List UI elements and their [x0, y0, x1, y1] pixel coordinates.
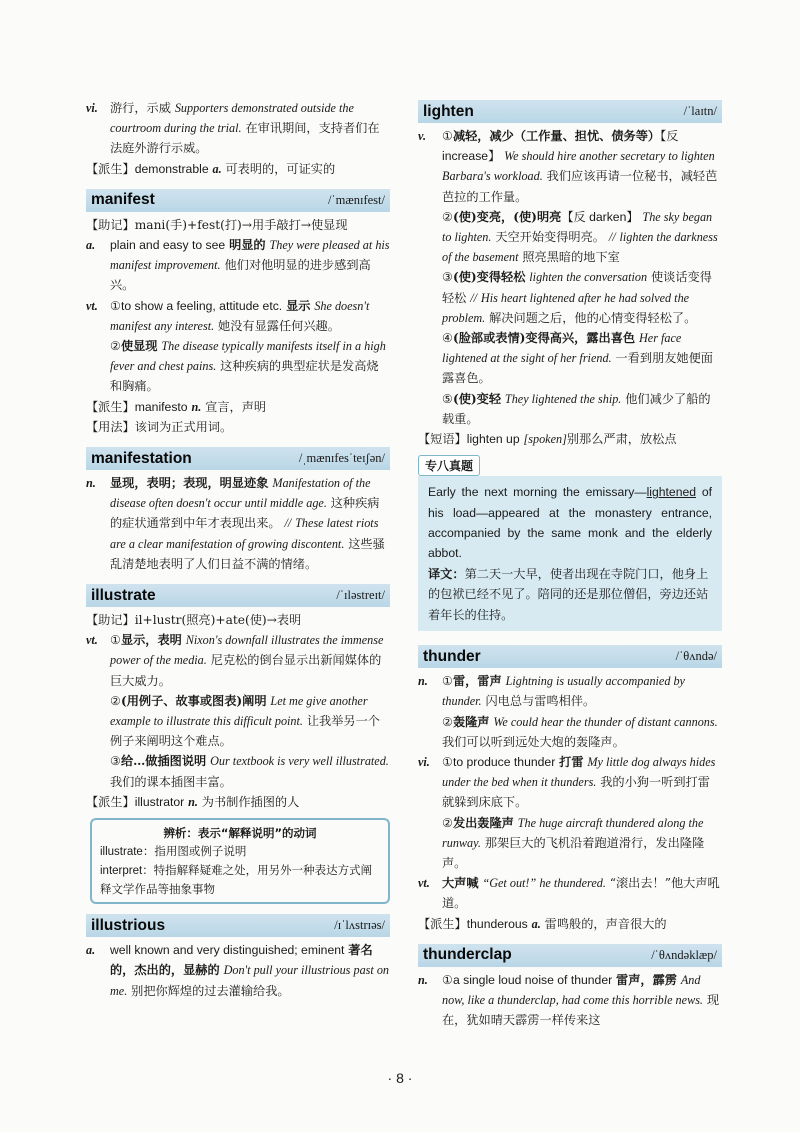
headword: manifestation	[91, 449, 192, 467]
headword-bar	[86, 584, 390, 607]
comparison-title: 辨析：表示“解释说明”的动词	[163, 826, 317, 841]
entry-sense: ③给…做插图说明 Our textbook is very well illustrated. 我们的课本插图丰富。	[110, 754, 389, 789]
derivative-line: 【派生】illustrator n. 为书制作插图的人	[86, 794, 300, 809]
headword-bar	[86, 447, 390, 470]
derivative-line: 【派生】manifesto n. 宣言，声明	[86, 399, 267, 414]
entry-sense: n. 显现，表明；表现，明显迹象 Manifestation of the disease often doesn't occur until middle age. 这种疾病的症状通常到中年才表现出来。 // These latest riots are a clear manifestation of growing discontent. 这些骚乱清楚地表明了人们日益不满的情绪。	[86, 476, 385, 571]
comparison-box	[90, 818, 390, 904]
entry-sense: vt. ①to show a feeling, attitude etc. 显示 She doesn't manifest any interest. 她没有显露任何兴趣。	[86, 298, 370, 333]
pronunciation: /ˈmænɪfest/	[328, 192, 385, 207]
comparison-line: interpret：特指解释疑难之处，用另外一种表达方式阐释文学作品等抽象事物	[100, 863, 373, 897]
chinese-definition: 游行，示威	[110, 101, 171, 115]
entry-sense: ④(脸部或表情)变得高兴，露出喜色 Her face lightened at the sight of her friend. 一看到朋友她便面露喜色。	[442, 331, 713, 386]
headword: thunderclap	[423, 946, 512, 964]
entry-sense: ②(使)变亮，(使)明亮【反 darken】 The sky began to lighten. 天空开始变得明亮。 // lighten the darkness of the basement 照亮黑暗的地下室	[442, 209, 718, 265]
pronunciation: /ˈθʌndəklæp/	[651, 947, 717, 962]
headword-bar	[418, 100, 722, 123]
entry-sense	[86, 98, 390, 159]
pronunciation: /ˈlaɪtn/	[683, 104, 717, 118]
headword-bar	[418, 944, 722, 967]
page-number: · 8 ·	[387, 1070, 413, 1086]
right-column	[418, 90, 722, 1030]
pronunciation: /ɪˈlʌstrɪəs/	[334, 918, 385, 933]
example-translation: 在审讯期间，支持者们在法庭外游行示威。	[110, 121, 380, 156]
headword: thunder	[423, 647, 481, 665]
entry-sense: n. ①a single loud noise of thunder 雷声，霹雳 And now, like a thunderclap, had come this horrible news. 现在，犹如晴天霹雳一样传来这	[418, 972, 720, 1028]
entry-sense: a. plain and easy to see 明显的 They were pleased at his manifest improvement. 他们对他明显的进步感到高兴。	[86, 238, 390, 293]
exam-label: 专八真题	[418, 455, 480, 476]
headword: manifest	[91, 191, 155, 209]
entry-sense: v. ①减轻，减少（工作量、担忧、债务等）【反 increase】 We should hire another secretary to lighten Barbara's workload. 我们应该再请一位秘书，减轻芭芭拉的工作量。	[418, 129, 718, 204]
exam-passage: Early the next morning the emissary—lightened of his load—appeared at the monastery entrance, accompanied by the same monk and the elderly abbot.	[428, 485, 712, 561]
mnemonic-line: 【助记】mani(手)+fest(打)→用手敲打→使显现	[86, 217, 348, 232]
headword-bar	[86, 914, 390, 937]
entry-sense: n. ①雷，雷声 Lightning is usually accompanied by thunder. 闪电总与雷鸣相伴。	[418, 674, 685, 709]
entry-sense: vt. 大声喊 “Get out!” he thundered. “滚出去！”他大声吼道。	[418, 876, 720, 911]
entry-sense: ②(用例子、故事或图表)阐明 Let me give another example to illustrate this difficult point. 让我举另一个例子来阐明这个难点。	[110, 693, 380, 749]
exam-translation: 译文：第二天一大早，使者出现在寺院门口，他身上的包袱已经不见了。陪同的还是那位僧侣，旁边还站着年长的住持。	[428, 566, 709, 622]
headword-bar	[418, 645, 722, 668]
entry-sense: ②轰隆声 We could hear the thunder of distant cannons. 我们可以听到远处大炮的轰隆声。	[442, 714, 718, 749]
derivative-line: 【派生】thunderous a. 雷鸣般的，声音很大的	[418, 916, 667, 931]
headword: illustrious	[91, 916, 166, 934]
part-of-speech: vi.	[86, 101, 98, 115]
exam-box	[418, 476, 722, 631]
pronunciation: /ˈɪləstreɪt/	[336, 588, 385, 603]
entry-sense: vt. ①显示，表明 Nixon's downfall illustrates the immense power of the media. 尼克松的倒台显示出新闻媒体的巨大威力。	[86, 633, 384, 688]
entry-sense: ②使显现 The disease typically manifests itself in a high fever and chest pains. 这种疾病的典型症状是发高烧和胸痛。	[110, 339, 386, 394]
entry-sense: vi. ①to produce thunder 打雷 My little dog always hides under the bed when it thunders. 我的小狗一听到打雷就躲到床底下。	[418, 754, 716, 810]
entry-sense: ③(使)变得轻松 lighten the conversation 使谈话变得轻松 // His heart lightened after he had solved the problem. 解决问题之后，他的心情变得轻松了。	[442, 270, 712, 325]
pronunciation: /ˈθʌndə/	[675, 649, 717, 664]
entry-sense: ⑤(使)变轻 They lightened the ship. 他们减少了船的载重。	[442, 391, 711, 426]
headword: lighten	[423, 102, 474, 120]
derivative-line: 【派生】demonstrable a. 可表明的，可证实的	[86, 161, 336, 176]
headword: illustrate	[91, 586, 156, 604]
entry-sense: ②发出轰隆声 The huge aircraft thundered along the runway. 那架巨大的飞机沿着跑道滑行，发出隆隆声。	[442, 815, 705, 870]
pronunciation: /ˌmænɪfesˈteɪʃən/	[298, 451, 385, 466]
example-sentence: Supporters demonstrated outside the courtroom during the trial.	[110, 101, 354, 136]
entry-sense: a. well known and very distinguished; eminent 著名的，杰出的，显赫的 Don't pull your illustrious past on me. 别把你辉煌的过去灌输给我。	[86, 943, 390, 998]
headword-bar	[86, 189, 390, 212]
usage-line: 【用法】该词为正式用词。	[86, 419, 233, 434]
mnemonic-line: 【助记】il+lustr(照亮)+ate(使)→表明	[86, 613, 302, 628]
phrase-line: 【短语】lighten up [spoken]别那么严肃，放松点	[418, 432, 677, 447]
comparison-line: illustrate：指用图或例子说明	[100, 844, 247, 859]
left-column	[86, 98, 390, 1001]
